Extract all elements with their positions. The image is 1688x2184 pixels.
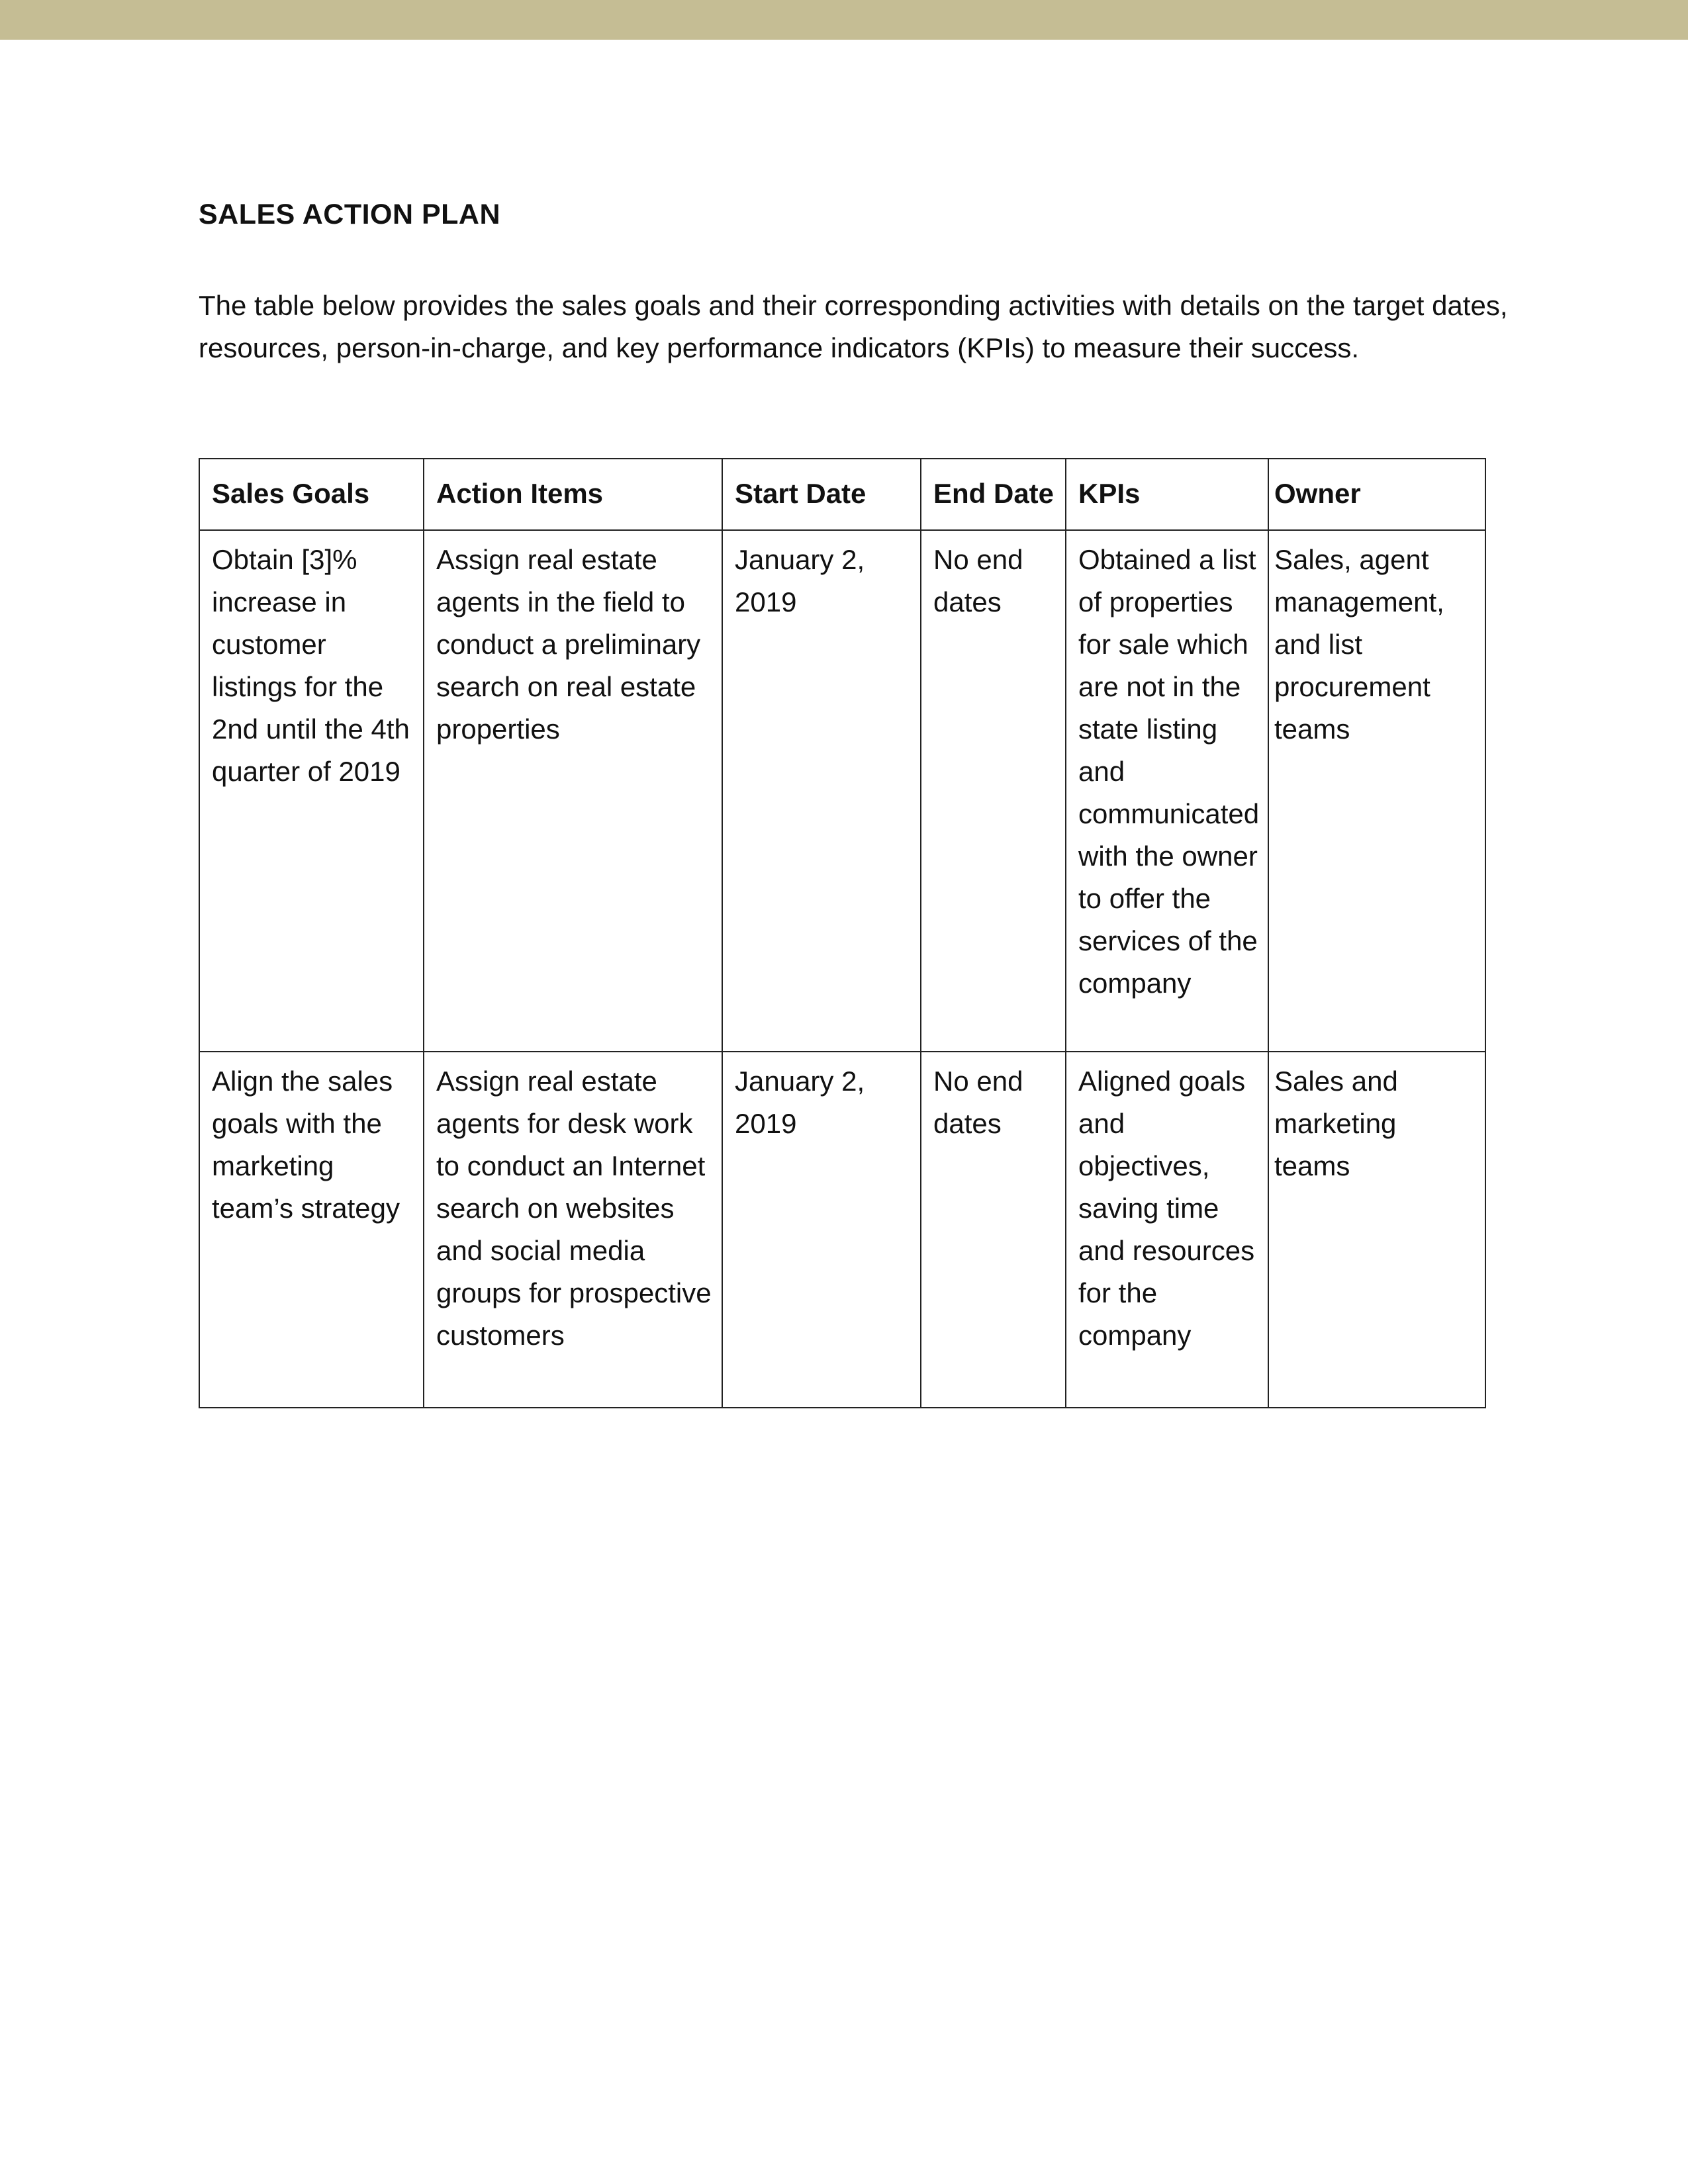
cell-kpi: Obtained a list of properties for sale which are not in the state listing and communicated with the owner to offer the services of the company — [1066, 530, 1268, 1052]
header-sales-goals: Sales Goals — [199, 459, 424, 530]
table-row — [199, 1052, 1485, 1408]
cell-start-date: January 2, 2019 — [722, 530, 921, 1052]
cell-kpi: Aligned goals and objectives, saving time and resources for the company — [1066, 1052, 1268, 1408]
cell-start-date: January 2, 2019 — [722, 1052, 921, 1408]
cell-end-date: No end dates — [921, 1052, 1066, 1408]
table-header-row — [199, 459, 1485, 530]
header-owner: Owner — [1268, 459, 1485, 530]
page-title: SALES ACTION PLAN — [199, 199, 501, 230]
header-action-items: Action Items — [424, 459, 722, 530]
cell-owner: Sales, agent management, and list procurement teams — [1268, 530, 1485, 1052]
cell-action-item: Assign real estate agents for desk work to conduct an Internet search on websites and social media groups for prospective customers — [424, 1052, 722, 1408]
cell-owner: Sales and marketing teams — [1268, 1052, 1485, 1408]
sales-action-plan-table — [199, 458, 1486, 1408]
header-end-date: End Date — [921, 459, 1066, 530]
header-kpis: KPIs — [1066, 459, 1268, 530]
table-row — [199, 530, 1485, 1052]
header-start-date: Start Date — [722, 459, 921, 530]
header-band — [0, 0, 1688, 40]
cell-sales-goal: Align the sales goals with the marketing team’s strategy — [199, 1052, 424, 1408]
intro-paragraph: The table below provides the sales goals and their corresponding activities with details on the target dates, resources, person-in-charge, and key performance indicators (KPIs) to measure their success. — [199, 290, 1508, 363]
cell-end-date: No end dates — [921, 530, 1066, 1052]
cell-sales-goal: Obtain [3]% increase in customer listings for the 2nd until the 4th quarter of 2019 — [199, 530, 424, 1052]
cell-action-item: Assign real estate agents in the field to conduct a preliminary search on real estate properties — [424, 530, 722, 1052]
